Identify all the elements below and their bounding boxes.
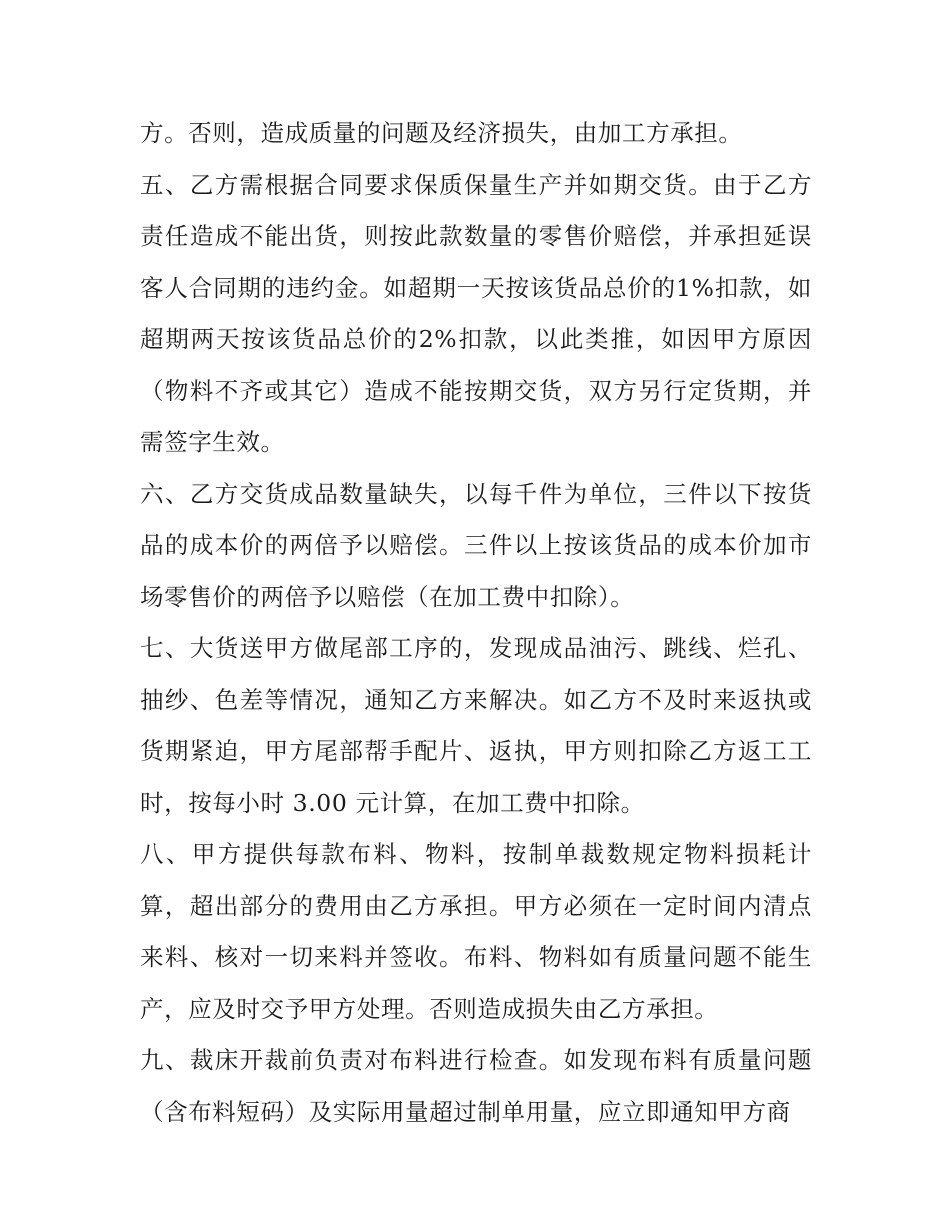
contract-text-body (140, 108, 812, 1138)
paragraph-continuation: 方。否则，造成质量的问题及经济损失，由加工方承担。 (140, 119, 743, 147)
clause-7: 七、大货送甲方做尾部工序的，发现成品油污、跳线、烂孔、抽纱、色差等情况，通知乙方来解决。如乙方不及时来返执或货期紧迫，甲方尾部帮手配片、返执，甲方则扣除乙方返工工时，按每小时 3.00 元计算，在加工费中扣除。 (140, 634, 812, 817)
clause-6: 六、乙方交货成品数量缺失，以每千件为单位，三件以下按货品的成本价的两倍予以赔偿。三件以上按该货品的成本价加市场零售价的两倍予以赔偿（在加工费中扣除）。 (140, 479, 812, 611)
clause-5: 五、乙方需根据合同要求保质保量生产并如期交货。由于乙方责任造成不能出货，则按此款数量的零售价赔偿，并承担延误客人合同期的违约金。如超期一天按该货品总价的1%扣款，如超期两天按该货品总价的2%扣款，以此类推，如因甲方原因（物料不齐或其它）造成不能按期交货，双方另行定货期，并需签字生效。 (140, 170, 812, 456)
clause-8: 八、甲方提供每款布料、物料，按制单裁数规定物料损耗计算，超出部分的费用由乙方承担。甲方必须在一定时间内清点来料、核对一切来料并签收。布料、物料如有质量问题不能生产，应及时交予甲方处理。否则造成损失由乙方承担。 (140, 840, 812, 1023)
clause-9: 九、裁床开裁前负责对布料进行检查。如发现布料有质量问题（含布料短码）及实际用量超过制单用量，应立即通知甲方商 (140, 1046, 812, 1126)
